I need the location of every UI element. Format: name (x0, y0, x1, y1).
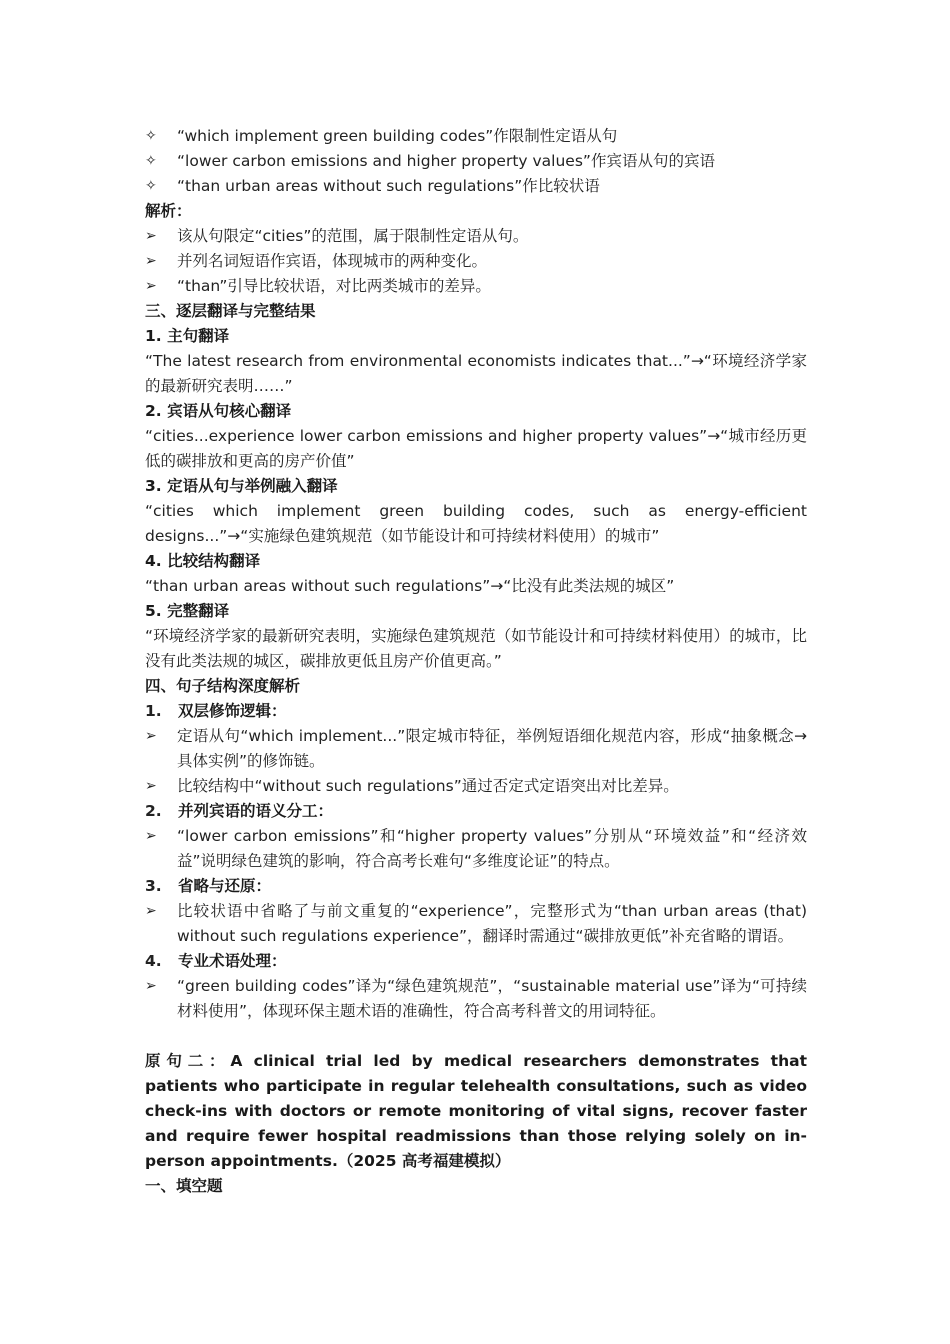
item-heading: 省略与还原： (178, 877, 272, 895)
item-number: 1. (145, 702, 162, 720)
analysis-label: 解析： (145, 202, 192, 220)
subsection-heading: 2. 宾语从句核心翻译 (145, 402, 292, 420)
list-item (145, 224, 807, 249)
arrow-bullet-icon: ➢ (145, 828, 157, 844)
list-item-text: “lower carbon emissions”和“higher property values”分别从“环境效益”和“经济效益”说明绿色建筑的影响，符合高考长难句“多维度论证”的特点。 (177, 827, 807, 870)
list-item (145, 824, 807, 874)
arrow-bullet-icon: ➢ (145, 903, 157, 919)
subsection-body: “cities...experience lower carbon emissions and higher property values”→“城市经历更低的碳排放和更高的房产价值” (145, 427, 807, 470)
arrow-bullet-icon: ➢ (145, 778, 157, 794)
section-title-3: 三、逐层翻译与完整结果 (145, 302, 316, 320)
spacer (145, 1024, 807, 1049)
list-item-text: 并列名词短语作宾语，体现城市的两种变化。 (177, 252, 488, 270)
numbered-heading (145, 949, 807, 974)
item-number: 3. (145, 877, 162, 895)
list-item-text: “than”引导比较状语，对比两类城市的差异。 (177, 277, 491, 295)
sentence-two-label: 原句二： (145, 1052, 231, 1070)
list-item (145, 124, 807, 149)
subsection-heading: 1. 主句翻译 (145, 327, 230, 345)
list-item (145, 174, 807, 199)
subsection-body: “环境经济学家的最新研究表明，实施绿色建筑规范（如节能设计和可持续材料使用）的城市，比没有此类法规的城区，碳排放更低且房产价值更高。” (145, 627, 807, 670)
list-item-text: 比较结构中“without such regulations”通过否定式定语突出对比差异。 (177, 777, 679, 795)
arrow-bullet-icon: ➢ (145, 728, 157, 744)
numbered-heading (145, 799, 807, 824)
sentence-two (145, 1049, 807, 1174)
numbered-heading (145, 699, 807, 724)
subsection-heading: 5. 完整翻译 (145, 602, 230, 620)
list-item (145, 974, 807, 1024)
item-heading: 双层修饰逻辑： (178, 702, 287, 720)
list-item-text: 定语从句“which implement...”限定城市特征，举例短语细化规范内容，形成“抽象概念→具体实例”的修饰链。 (177, 727, 807, 770)
subsection-body: “The latest research from environmental economists indicates that...”→“环境经济学家的最新研究表明……” (145, 352, 807, 395)
item-number: 4. (145, 952, 162, 970)
arrow-bullet-icon: ➢ (145, 978, 157, 994)
diamond-star-icon: ✧ (145, 153, 157, 169)
list-item-text: “than urban areas without such regulations”作比较状语 (177, 177, 600, 195)
list-item (145, 249, 807, 274)
list-item (145, 774, 807, 799)
arrow-bullet-icon: ➢ (145, 278, 157, 294)
subsection-heading: 4. 比较结构翻译 (145, 552, 261, 570)
subsection-body: “than urban areas without such regulations”→“比没有此类法规的城区” (145, 577, 675, 595)
arrow-bullet-icon: ➢ (145, 253, 157, 269)
document-page (145, 124, 807, 1199)
list-item-text: 该从句限定“cities”的范围，属于限制性定语从句。 (177, 227, 529, 245)
diamond-star-icon: ✧ (145, 178, 157, 194)
list-item-text: “lower carbon emissions and higher property values”作宾语从句的宾语 (177, 152, 715, 170)
list-item (145, 724, 807, 774)
diamond-star-icon: ✧ (145, 128, 157, 144)
sentence-two-text: A clinical trial led by medical researchers demonstrates that patients who participate in regular telehealth consultations, such as video check-ins with doctors or remote monitoring of vital signs, recover faster and require fewer hospital readmissions than those relying solely on in-person appointments.（2025 高考福建模拟） (145, 1052, 807, 1170)
section-title-4: 四、句子结构深度解析 (145, 677, 301, 695)
section-title-1: 一、填空题 (145, 1177, 223, 1195)
list-item-text: “green building codes”译为“绿色建筑规范”，“sustainable material use”译为“可持续材料使用”，体现环保主题术语的准确性，符合高考科普文的用词特征。 (177, 977, 807, 1020)
list-item-text: 比较状语中省略了与前文重复的“experience”，完整形式为“than urban areas (that) without such regulations experience”，翻译时需通过“碳排放更低”补充省略的谓语。 (177, 902, 807, 945)
arrow-bullet-icon: ➢ (145, 228, 157, 244)
list-item (145, 899, 807, 949)
subsection-heading: 3. 定语从句与举例融入翻译 (145, 477, 338, 495)
item-heading: 并列宾语的语义分工： (178, 802, 334, 820)
item-heading: 专业术语处理： (178, 952, 287, 970)
list-item (145, 149, 807, 174)
subsection-body: “cities which implement green building codes, such as energy-efficient designs...”→“实施绿色建筑规范（如节能设计和可持续材料使用）的城市” (145, 502, 807, 545)
list-item-text: “which implement green building codes”作限制性定语从句 (177, 127, 618, 145)
list-item (145, 274, 807, 299)
item-number: 2. (145, 802, 162, 820)
numbered-heading (145, 874, 807, 899)
